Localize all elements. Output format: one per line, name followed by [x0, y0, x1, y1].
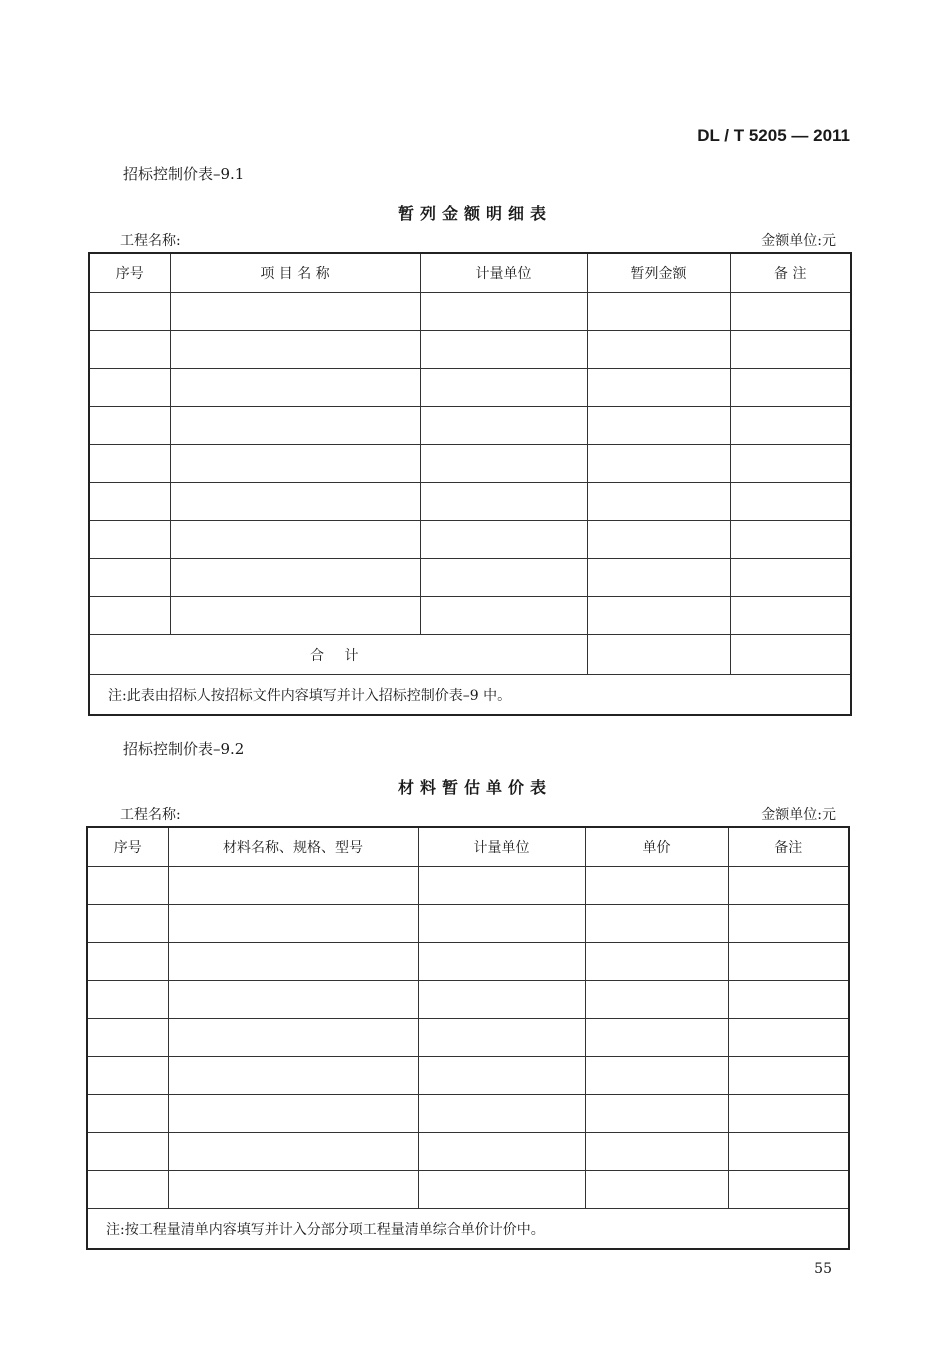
column-header-unit: 计量单位: [418, 827, 585, 867]
section1-note: 注:此表由招标人按招标文件内容填写并计入招标控制价表–9 中。: [89, 675, 851, 716]
column-header-unit-price: 单价: [585, 827, 728, 867]
section2-title: 材料暂估单价表: [397, 778, 552, 797]
table-row: [87, 1095, 849, 1133]
total-row: [89, 635, 851, 675]
table-row: [89, 369, 851, 407]
column-header-amount: 暂列金额: [587, 253, 730, 293]
table-row: [89, 293, 851, 331]
section2-project-name-label: 工程名称:: [120, 807, 181, 823]
column-header-remarks: 备 注: [730, 253, 851, 293]
table-row: [87, 905, 849, 943]
table-row: [87, 1057, 849, 1095]
table-header-row: [89, 253, 851, 293]
section2-unit-label: 金额单位:元: [761, 807, 836, 823]
note-row: [87, 1209, 849, 1250]
section2-note: 注:按工程量清单内容填写并计入分部分项工程量清单综合单价计价中。: [87, 1209, 849, 1250]
note-row: [89, 675, 851, 716]
column-header-serial: 序号: [89, 253, 170, 293]
table-row: [87, 867, 849, 905]
section1-title: 暂列金额明细表: [397, 204, 552, 223]
standard-code: DL / T 5205 — 2011: [697, 126, 850, 145]
table-header-row: [87, 827, 849, 867]
table-row: [89, 597, 851, 635]
section2-label: 招标控制价表–9.2: [123, 740, 245, 758]
column-header-material-name: 材料名称、规格、型号: [168, 827, 418, 867]
table-row: [87, 981, 849, 1019]
column-header-remarks: 备注: [728, 827, 849, 867]
provisional-amount-table: [88, 252, 852, 716]
column-header-item-name: 项 目 名 称: [170, 253, 420, 293]
column-header-serial: 序号: [87, 827, 168, 867]
table-row: [89, 445, 851, 483]
column-header-unit: 计量单位: [420, 253, 587, 293]
table-row: [89, 407, 851, 445]
table-row: [89, 331, 851, 369]
material-price-table: [86, 826, 850, 1250]
page-number: 55: [814, 1261, 832, 1277]
table-row: [89, 521, 851, 559]
section1-project-name-label: 工程名称:: [120, 233, 181, 249]
table-row: [89, 483, 851, 521]
table-row: [87, 1133, 849, 1171]
section1-label: 招标控制价表–9.1: [123, 165, 245, 183]
table-row: [87, 1171, 849, 1209]
total-label: 合 计: [89, 635, 587, 675]
table-row: [89, 559, 851, 597]
table-row: [87, 943, 849, 981]
table-row: [87, 1019, 849, 1057]
section1-unit-label: 金额单位:元: [761, 233, 836, 249]
